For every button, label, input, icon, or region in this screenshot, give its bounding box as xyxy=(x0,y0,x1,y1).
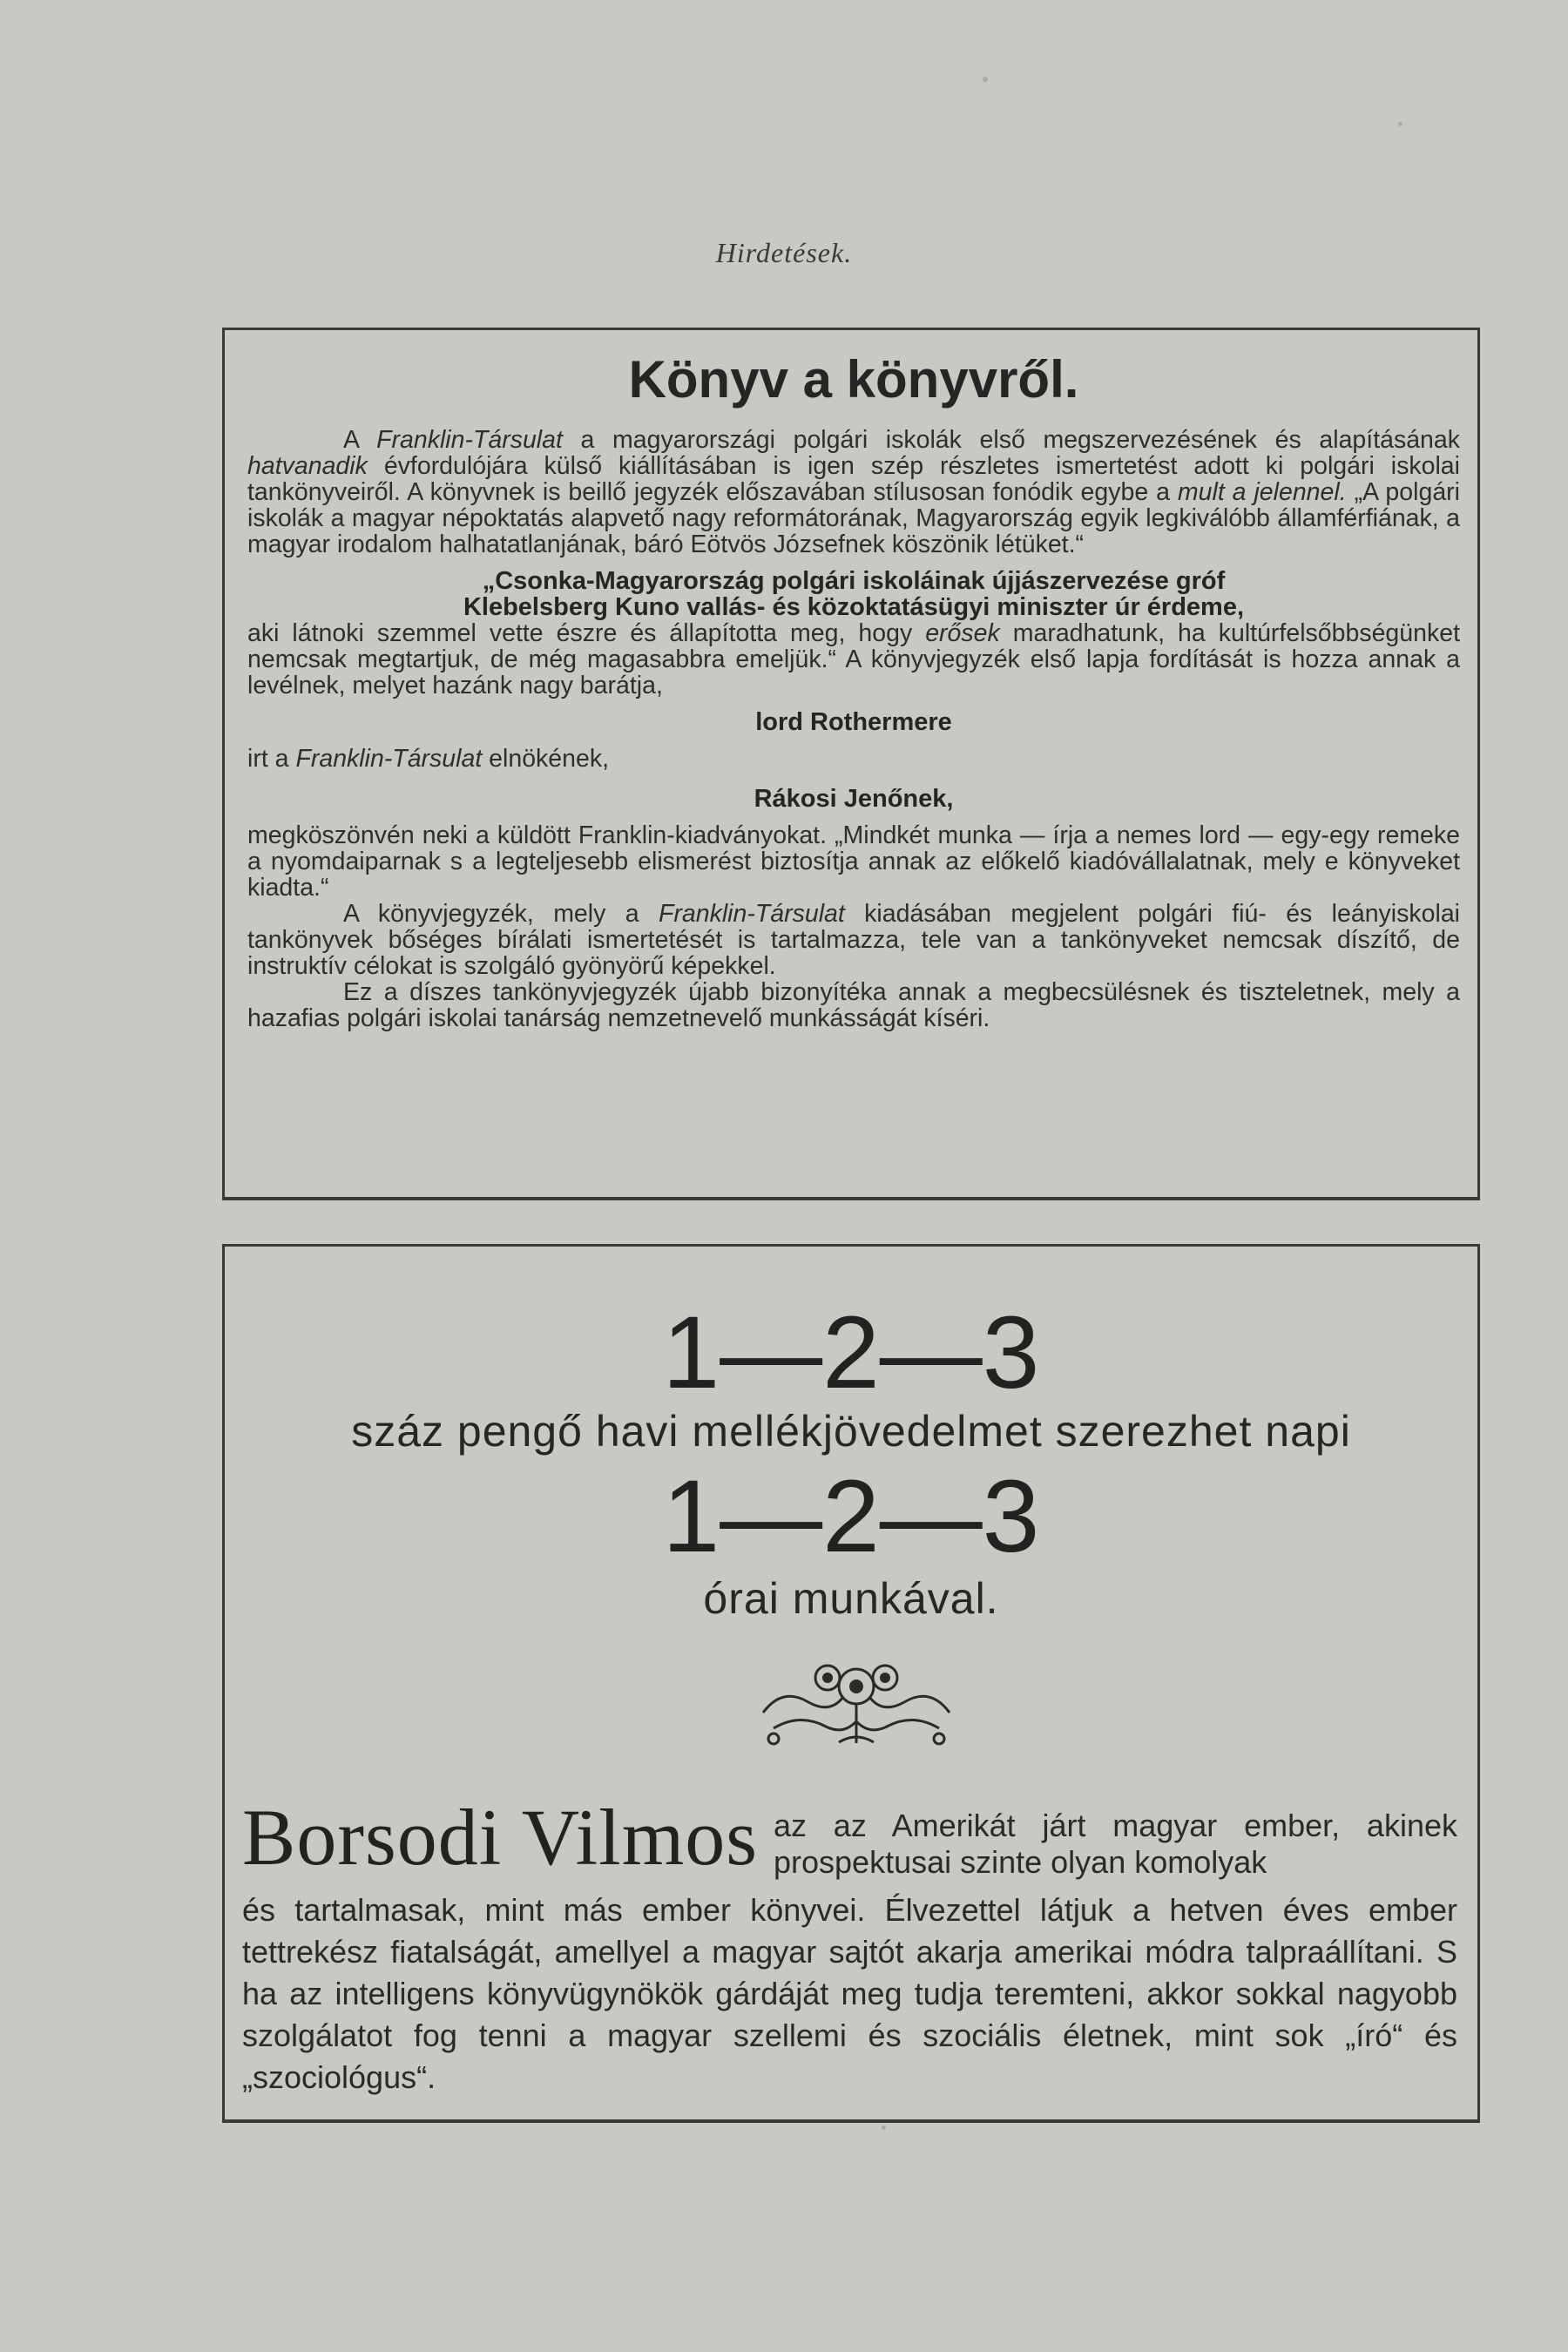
bold-quote-line-2: Klebelsberg Kuno vallás- és közoktatásügyi miniszter úr érdeme, xyxy=(463,593,1245,621)
ad-borsodi xyxy=(222,1244,1480,2123)
ad-book-catalogue xyxy=(222,328,1480,1200)
paragraph-4: megköszönvén neki a küldött Franklin-kiadványokat. „Mindkét munka — írja a nemes lord — egy-egy remeke a nyomdaiparnak s a legteljesebb elismerést biztosítja annak az előkelő kiadóvállalatnak, mely e könyveket kiadta.“ xyxy=(247,821,1460,902)
paragraph-2: aki látnoki szemmel vette észre és állapította meg, hogy erősek maradhatunk, ha kultúrfelsőbbségünket nemcsak megtartjuk, de még magasabbra emeljük.“ A könyvjegyzék első lapja fordítását is hozza annak a levélnek, melyet hazánk nagy barátja, xyxy=(247,619,1460,700)
author-name: Borsodi Vilmos xyxy=(242,1793,759,1882)
headline-number-2: 1—2—3 xyxy=(662,1459,1040,1574)
paper-speck xyxy=(882,2126,886,2130)
floral-ornament-icon xyxy=(756,1652,956,1756)
paragraph-5: A könyvjegyzék, mely a Franklin-Társulat kiadásában megjelent polgári fiú- és leányiskolai tankönyvek bőséges bírálati ismertetését is tartalmazza, tele van a tankönyveket nemcsak díszítő, de instruktív célokat is szolgáló gyönyörű képekkel. xyxy=(247,900,1460,980)
headline-line-1: száz pengő havi mellékjövedelmet szerezhet napi xyxy=(351,1407,1351,1456)
author-body-text: és tartalmasak, mint más ember könyvei. Élvezettel látjuk a hetven éves ember tettrekész fiatalságát, amellyel a magyar sajtót akarja amerikai módra talpraállítani. S ha az intelligens könyvügynökök gárdáját meg tudja teremteni, akkor sokkal nagyobb szolgálatot fog tenni a magyar szellemi és szociális életnek, mint sok „író“ és „szociológus“. xyxy=(242,1892,1457,2095)
paper-speck xyxy=(983,77,988,82)
paragraph-3: irt a Franklin-Társulat elnökének, xyxy=(247,745,610,773)
ad-title: Könyv a könyvről. xyxy=(628,350,1079,409)
paper-speck xyxy=(1398,122,1402,126)
headline-line-2: órai munkával. xyxy=(703,1574,999,1623)
headline-number-1: 1—2—3 xyxy=(662,1295,1040,1410)
author-side-text: az az Amerikát járt magyar ember, akinek prospektusai szinte olyan komolyak xyxy=(774,1808,1457,1880)
paragraph-1: A Franklin-Társulat a magyarországi polgári iskolák első megszervezésének és alapításának hatvanadik évfordulójára külső kiállításában is igen szép részletes ismertetést adott ki polgári iskolai tankönyveiről. A könyvnek is beillő jegyzék előszavában stílusosan fonódik egybe a mult a jelennel. „A polgári iskolák a magyar népoktatás alapvető nagy reformátorának, Magyarország egyik legkiválóbb államférfiának, a magyar irodalom halhatatlanjának, báró Eötvös Józsefnek köszönik létüket.“ xyxy=(247,426,1461,558)
name-rakosi: Rákosi Jenőnek, xyxy=(754,785,954,813)
paragraph-6: Ez a díszes tankönyvjegyzék újabb bizonyítéka annak a megbecsülésnek és tiszteletnek, mely a hazafias polgári iskolai tanárság nemzetnevelő munkásságát kíséri. xyxy=(247,978,1460,1032)
name-rothermere: lord Rothermere xyxy=(755,708,952,736)
bold-quote-line-1: „Csonka-Magyarország polgári iskoláinak újjászervezése gróf xyxy=(482,567,1226,595)
running-head: Hirdetések. xyxy=(715,237,853,268)
